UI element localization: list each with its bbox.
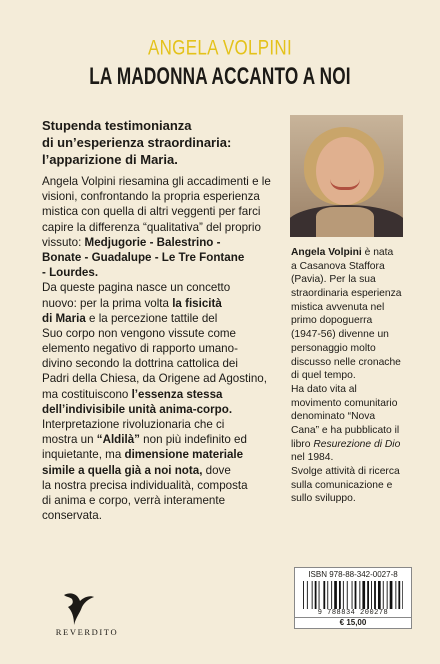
blurb-line bbox=[42, 508, 282, 523]
blurb-line bbox=[42, 478, 282, 493]
text-segment: dimensione materiale bbox=[124, 448, 244, 462]
blurb-line bbox=[42, 356, 282, 371]
text-segment: (Pavia). Per la sua bbox=[291, 274, 376, 286]
text-segment: libro bbox=[291, 438, 314, 450]
text-segment: divino secondo la dottrina cattolica dei bbox=[42, 357, 238, 371]
blurb-line bbox=[42, 432, 282, 447]
blurb-line bbox=[42, 189, 282, 204]
bio-line bbox=[291, 273, 409, 287]
text-segment: capire la differenza “qualitativa” del proprio bbox=[42, 220, 261, 234]
text-segment: Suo corpo non vengono vissute come bbox=[42, 326, 236, 340]
blurb-line bbox=[42, 371, 282, 386]
intro-heading bbox=[42, 118, 282, 168]
text-segment: vissuto: bbox=[42, 235, 85, 249]
text-segment: primo dopoguerra bbox=[291, 315, 373, 327]
text-segment: Ha dato vita al bbox=[291, 383, 357, 395]
intro-line: Stupenda testimonianza bbox=[42, 118, 192, 133]
blurb-line bbox=[42, 493, 282, 508]
text-segment: di Maria bbox=[42, 311, 86, 325]
text-segment: sullo sviluppo. bbox=[291, 493, 356, 505]
text-segment: Padri della Chiesa, da Origene ad Agostino, bbox=[42, 372, 267, 386]
text-segment: l’essenza stessa bbox=[131, 387, 223, 401]
text-segment: nel 1984. bbox=[291, 452, 334, 464]
bird-logo-icon bbox=[58, 585, 98, 627]
text-segment: la fisicità bbox=[172, 296, 222, 310]
text-segment: visioni, confrontando la propria esperienza bbox=[42, 190, 260, 204]
blurb-line bbox=[42, 463, 282, 478]
intro-line: di un’esperienza straordinaria: bbox=[42, 134, 232, 150]
text-segment: mostra un bbox=[42, 433, 97, 447]
blurb-line bbox=[42, 447, 282, 462]
blurb-line bbox=[42, 296, 282, 311]
blurb-line bbox=[42, 387, 282, 402]
text-segment: discusso nelle cronache bbox=[291, 356, 401, 368]
text-segment: di anima e corpo, verrà interamente bbox=[42, 493, 226, 507]
text-segment: “Aldilà” bbox=[96, 433, 140, 447]
book-title: LA MADONNA ACCANTO A NOI bbox=[89, 63, 351, 90]
isbn-label: ISBN 978-88-342-0027-8 bbox=[308, 570, 398, 579]
blurb-line bbox=[42, 235, 282, 250]
text-segment: Cana” e ha pubblicato il bbox=[291, 424, 400, 436]
text-segment: sulla comunicazione e bbox=[291, 479, 393, 491]
text-segment: a Casanova Staffora bbox=[291, 260, 385, 272]
text-segment: dell’indivisibile unità anima-corpo. bbox=[42, 402, 233, 416]
bio-line bbox=[291, 342, 409, 356]
blurb-line bbox=[42, 417, 282, 432]
text-segment: di quel tempo. bbox=[291, 370, 356, 382]
author-bio bbox=[291, 246, 409, 506]
text-segment: Bonate - Guadalupe - Le Tre Fontane bbox=[42, 250, 245, 264]
blurb-line bbox=[42, 326, 282, 341]
text-segment: - Lourdes. bbox=[42, 266, 99, 280]
blurb-line bbox=[42, 341, 282, 356]
text-segment: simile a quella già a noi nota, bbox=[42, 463, 203, 477]
text-segment: Da queste pagina nasce un concetto bbox=[42, 281, 231, 295]
text-segment: nuovo: per la prima volta bbox=[42, 296, 173, 310]
text-segment: Medjugorie - Balestrino - bbox=[84, 235, 221, 249]
blurb-line bbox=[42, 265, 282, 280]
barcode-box bbox=[294, 567, 412, 629]
bio-line bbox=[291, 438, 409, 452]
text-segment: Angela Volpini bbox=[291, 247, 362, 258]
bio-line bbox=[291, 397, 409, 411]
text-segment: (1947-56) divenne un bbox=[291, 329, 389, 341]
bio-line bbox=[291, 314, 409, 328]
text-segment: denominato “Nova bbox=[291, 411, 376, 423]
barcode-icon bbox=[303, 581, 403, 609]
blurb-line bbox=[42, 220, 282, 235]
author-name: ANGELA VOLPINI bbox=[147, 35, 293, 60]
text-segment: Resurezione di Dio bbox=[313, 438, 401, 450]
text-segment: ma costituiscono bbox=[42, 387, 132, 401]
text-segment: la nostra precisa individualità, composta bbox=[42, 478, 248, 492]
publisher-name: REVERDITO bbox=[55, 627, 119, 637]
text-segment: inquietante, ma bbox=[42, 448, 125, 462]
bio-line bbox=[291, 492, 409, 506]
text-segment: movimento comunitario bbox=[291, 397, 398, 409]
bio-line bbox=[291, 369, 409, 383]
bio-line bbox=[291, 465, 409, 479]
bio-line bbox=[291, 451, 409, 465]
barcode-number: 9 788834 200278 bbox=[317, 609, 389, 617]
bio-line bbox=[291, 410, 409, 424]
text-segment: mistica con quella di altri veggenti per farci bbox=[42, 205, 261, 219]
text-segment: e la percezione tattile del bbox=[85, 311, 218, 325]
text-segment: Angela Volpini riesamina gli accadimenti e le bbox=[42, 175, 271, 188]
text-segment: straordinaria esperienza bbox=[291, 288, 402, 300]
bio-line bbox=[291, 328, 409, 342]
text-segment: conservata. bbox=[42, 509, 102, 523]
text-segment: è nata bbox=[361, 247, 394, 258]
blurb-line bbox=[42, 204, 282, 219]
bio-line bbox=[291, 246, 409, 260]
blurb-line bbox=[42, 280, 282, 295]
price-label: € 15,00 bbox=[295, 617, 411, 628]
bio-line bbox=[291, 479, 409, 493]
text-segment: dove bbox=[202, 463, 231, 477]
text-segment: mistica avvenuta nel bbox=[291, 301, 385, 313]
intro-line: l’apparizione di Maria. bbox=[42, 151, 178, 167]
blurb-line bbox=[42, 311, 282, 326]
text-segment: personaggio molto bbox=[291, 342, 376, 354]
blurb-text bbox=[42, 174, 282, 523]
text-segment: Interpretazione rivoluzionaria che ci bbox=[42, 418, 225, 431]
blurb-line bbox=[42, 174, 282, 189]
text-segment: non più indefinito ed bbox=[139, 433, 247, 447]
bio-line bbox=[291, 383, 409, 397]
text-segment: Svolge attività di ricerca bbox=[291, 466, 400, 477]
bio-line bbox=[291, 260, 409, 274]
author-portrait bbox=[290, 115, 403, 237]
bio-line bbox=[291, 424, 409, 438]
blurb-line bbox=[42, 250, 282, 265]
blurb-line bbox=[42, 402, 282, 417]
bio-line bbox=[291, 287, 409, 301]
text-segment: elemento negativo di rapporto umano- bbox=[42, 342, 238, 356]
bio-line bbox=[291, 301, 409, 315]
bio-line bbox=[291, 356, 409, 370]
